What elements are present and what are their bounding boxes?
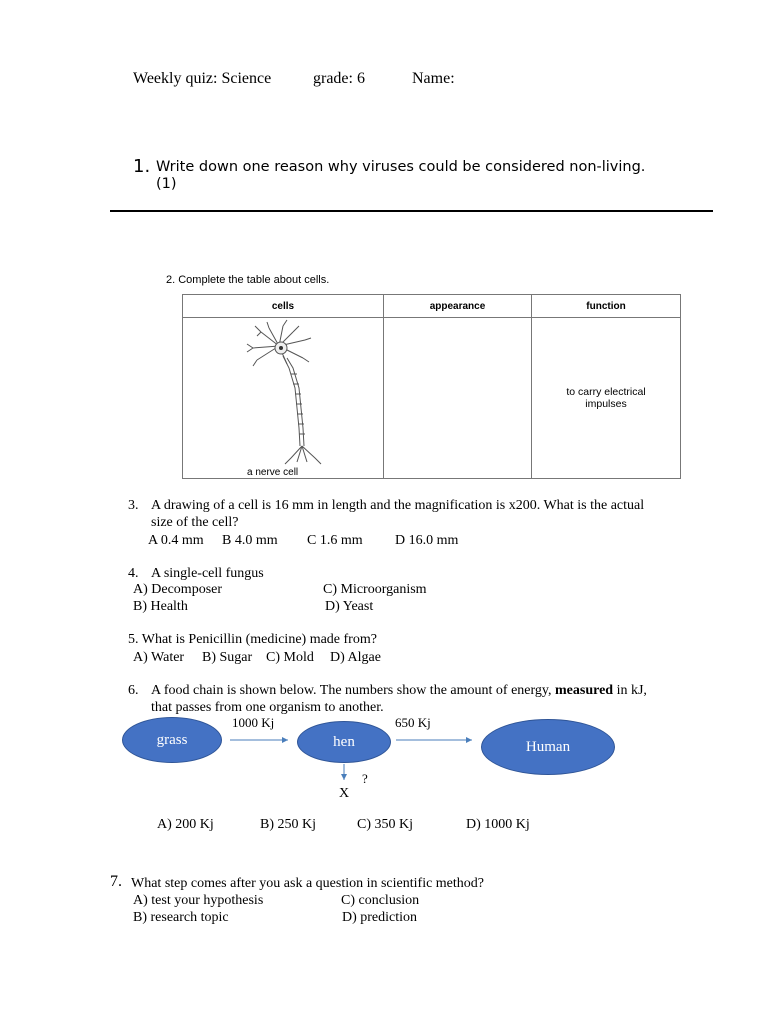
q6-line-1-pre: A food chain is shown below. The numbers show the amount of energy,	[151, 683, 552, 698]
col-header-appearance: appearance	[384, 295, 532, 318]
q4-option-a[interactable]: A) Decomposer	[133, 582, 223, 597]
q3-option-a[interactable]: A 0.4 mm	[148, 533, 204, 548]
name-label: Name:	[412, 70, 455, 87]
q3-option-d[interactable]: D 16.0 mm	[395, 533, 459, 548]
function-line-1: to carry electrical	[566, 386, 646, 398]
q1-question: Write down one reason why viruses could be considered non-living.	[156, 159, 646, 175]
q4-number: 4.	[128, 566, 139, 581]
function-line-2: impulses	[585, 398, 627, 410]
q2-title: 2. Complete the table about cells.	[166, 274, 330, 286]
organism-hen: hen	[297, 721, 391, 763]
q4-option-b[interactable]: B) Health	[133, 599, 188, 614]
q4-text: A single-cell fungus	[151, 566, 264, 581]
q3-line-1: A drawing of a cell is 16 mm in length and the magnification is x200. What is the actual	[151, 498, 645, 513]
q3-option-c[interactable]: C 1.6 mm	[307, 533, 363, 548]
q7-option-c[interactable]: C) conclusion	[341, 893, 420, 908]
q3-number: 3.	[128, 498, 139, 513]
q6-number: 6.	[128, 683, 139, 698]
q6-option-b[interactable]: B) 250 Kj	[260, 817, 316, 832]
q5-option-b[interactable]: B) Sugar	[202, 650, 253, 665]
q7-option-b[interactable]: B) research topic	[133, 910, 229, 925]
q7-option-d[interactable]: D) prediction	[342, 910, 418, 925]
q7-text: What step comes after you ask a question in scientific method?	[131, 876, 485, 891]
q7-number: 7.	[110, 873, 122, 890]
q6-measured-bold: measured	[555, 683, 614, 698]
energy-label-1: 1000 Kj	[232, 715, 275, 730]
q1-marks: (1)	[156, 176, 177, 192]
q6-line-2: that passes from one organism to another.	[151, 700, 384, 715]
q3-line-2: size of the cell?	[151, 515, 239, 530]
q5-option-d[interactable]: D) Algae	[330, 650, 381, 665]
energy-label-2: 650 Kj	[395, 715, 431, 730]
organism-grass: grass	[122, 717, 222, 763]
col-header-function: function	[532, 295, 681, 318]
q4-option-c[interactable]: C) Microorganism	[323, 582, 427, 597]
q6-line-1-post: in kJ,	[616, 683, 647, 698]
organism-human: Human	[481, 719, 615, 775]
q5-option-a[interactable]: A) Water	[133, 650, 185, 665]
q6-option-d[interactable]: D) 1000 Kj	[466, 817, 530, 832]
nerve-cell-label: a nerve cell	[247, 467, 299, 478]
q5-text: 5. What is Penicillin (medicine) made from?	[128, 632, 377, 647]
q3-option-b[interactable]: B 4.0 mm	[222, 533, 278, 548]
q6-option-c[interactable]: C) 350 Kj	[357, 817, 413, 832]
q1-number: 1.	[133, 156, 151, 177]
q6-option-a[interactable]: A) 200 Kj	[157, 817, 214, 832]
energy-loss-x-label: X	[339, 786, 350, 801]
q4-option-d[interactable]: D) Yeast	[325, 599, 374, 614]
quiz-title: Weekly quiz: Science	[133, 70, 272, 87]
grade-label: grade: 6	[313, 70, 365, 87]
energy-unknown-label: ?	[362, 771, 368, 786]
q7-option-a[interactable]: A) test your hypothesis	[133, 893, 264, 908]
q5-option-c[interactable]: C) Mold	[266, 650, 314, 665]
col-header-cells: cells	[183, 295, 384, 318]
